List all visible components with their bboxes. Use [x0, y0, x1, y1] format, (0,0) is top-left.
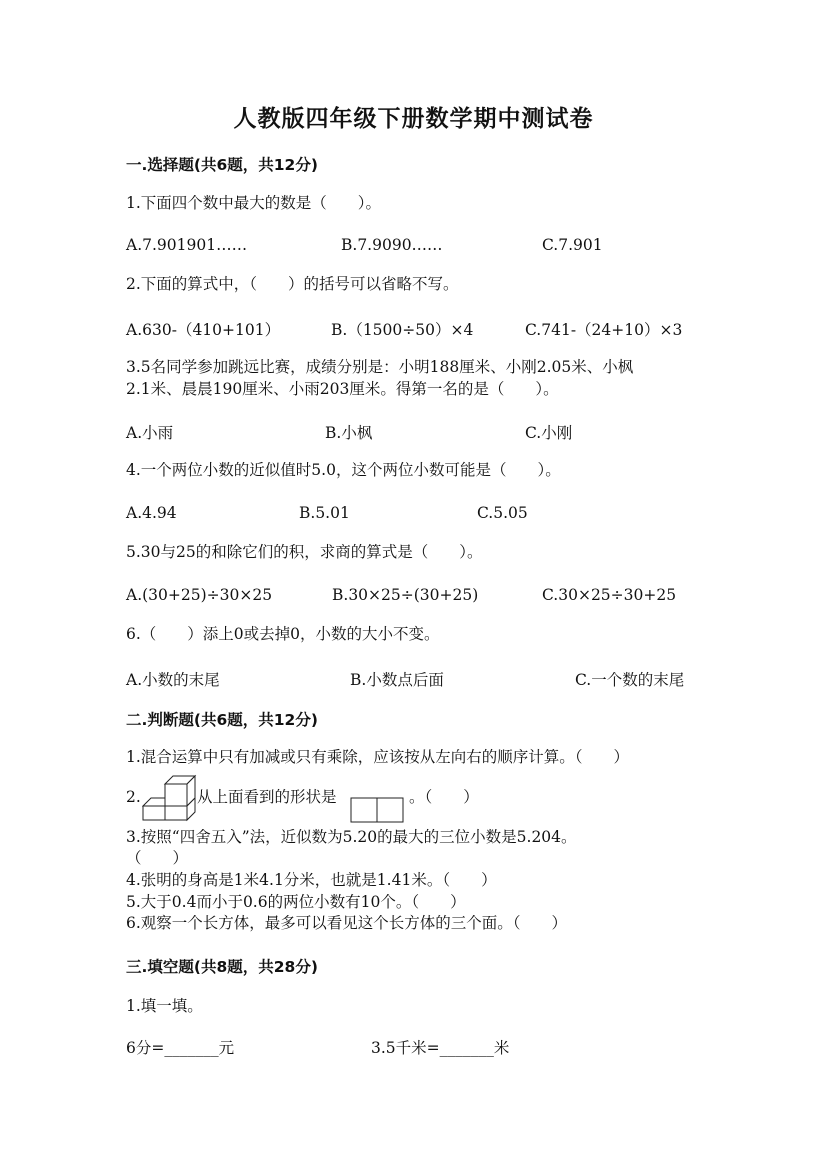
option-a: A.小数的末尾: [126, 671, 220, 689]
fill-blank-2: 3.5千米=_______米: [371, 1039, 510, 1057]
option-a: A.7.901901……: [126, 236, 248, 254]
judge-question-2-tail: 。（ ）: [409, 788, 479, 806]
judge-question-3-line1: 3.按照“四舍五入”法，近似数为5.20的最大的三位小数是5.204。: [126, 828, 577, 846]
section-heading-true-false: 二.判断题(共6题，共12分): [126, 711, 318, 729]
fill-blank-1: 6分=_______元: [126, 1039, 235, 1057]
option-c: C.7.901: [542, 236, 603, 254]
top-view-figure: [350, 797, 404, 823]
judge-question-2-number: 2.: [126, 788, 141, 806]
option-b: B.（1500÷50）×4: [331, 321, 474, 339]
option-a: A.4.94: [126, 504, 177, 522]
question-stem: 4.一个两位小数的近似值时5.0，这个两位小数可能是（ ）。: [126, 461, 561, 479]
page-title: 人教版四年级下册数学期中测试卷: [233, 106, 594, 132]
judge-question-3-line2: （ ）: [126, 849, 189, 867]
option-a: A.小雨: [126, 424, 174, 442]
question-stem-line: 3.5名同学参加跳远比赛，成绩分别是：小明188厘米、小刚2.05米、小枫: [126, 358, 634, 376]
option-b: B.小数点后面: [350, 671, 444, 689]
question-stem: 2.下面的算式中，（ ）的括号可以省略不写。: [126, 275, 459, 293]
section-heading-multiple-choice: 一.选择题(共6题，共12分): [126, 156, 318, 174]
fill-question-1: 1.填一填。: [126, 997, 203, 1015]
question-stem: 6.（ ）添上0或去掉0，小数的大小不变。: [126, 625, 440, 643]
option-c: C.一个数的末尾: [575, 671, 685, 689]
judge-question-1: 1.混合运算中只有加减或只有乘除，应该按从左向右的顺序计算。（ ）: [126, 748, 630, 766]
option-c: C.741-（24+10）×3: [525, 321, 683, 339]
option-c: C.小刚: [525, 424, 573, 442]
option-a: A.(30+25)÷30×25: [126, 586, 273, 604]
option-c: C.5.05: [477, 504, 528, 522]
option-b: B.小枫: [325, 424, 373, 442]
judge-question-2-text: 从上面看到的形状是: [197, 788, 337, 806]
option-a: A.630-（410+101）: [126, 321, 281, 339]
judge-question-5: 5.大于0.4而小于0.6的两位小数有10个。（ ）: [126, 893, 466, 911]
question-stem-line: 2.1米、晨晨190厘米、小雨203厘米。得第一名的是（ ）。: [126, 380, 559, 398]
judge-question-4: 4.张明的身高是1米4.1分米，也就是1.41米。（ ）: [126, 871, 497, 889]
option-c: C.30×25÷30+25: [542, 586, 677, 604]
option-b: B.7.9090……: [341, 236, 443, 254]
cube-stack-figure: [142, 770, 198, 822]
judge-question-6: 6.观察一个长方体，最多可以看见这个长方体的三个面。（ ）: [126, 914, 568, 932]
question-stem: 1.下面四个数中最大的数是（ ）。: [126, 194, 382, 212]
option-b: B.30×25÷(30+25): [332, 586, 479, 604]
question-stem: 5.30与25的和除它们的积，求商的算式是（ ）。: [126, 543, 483, 561]
section-heading-fill-in: 三.填空题(共8题，共28分): [126, 958, 318, 976]
option-b: B.5.01: [299, 504, 350, 522]
